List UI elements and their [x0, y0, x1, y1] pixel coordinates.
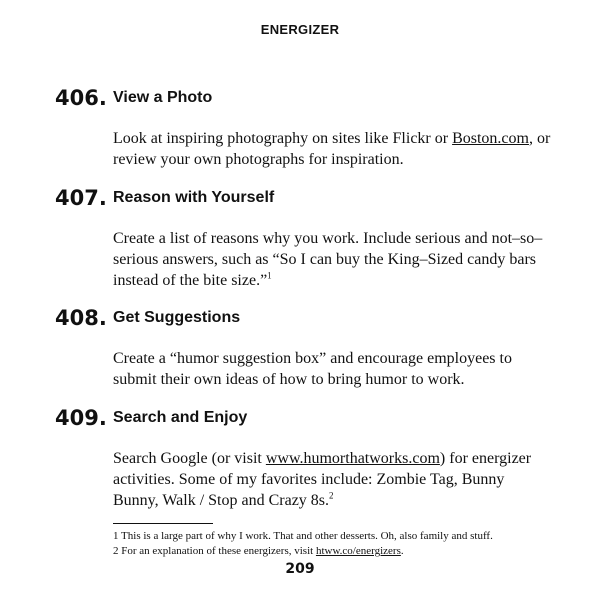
footnotes: [113, 529, 553, 559]
entry-body: Look at inspiring photography on sites like Flickr or Boston.com, or review your own photographs for inspiration.: [113, 130, 551, 168]
boston-link[interactable]: Boston.com: [452, 130, 529, 147]
entry-title: Get Suggestions: [113, 309, 241, 326]
humorthatworks-link[interactable]: www.humorthatworks.com: [265, 450, 440, 467]
entry-title: Search and Enjoy: [113, 409, 248, 426]
entry-number: 408.: [55, 306, 107, 330]
page-number: 209: [285, 561, 315, 577]
entry-number: 407.: [55, 186, 107, 210]
footnote-ref: 2: [329, 490, 334, 501]
entry-title: Reason with Yourself: [113, 189, 275, 206]
entry-body: Search Google (or visit www.humorthatworks.com) for energizer activities. Some of my favorites include: Zombie Tag, Bunny Bunny, Walk / Stop and Crazy 8s.$^2$: [113, 450, 532, 509]
entry-number: 409.: [55, 406, 107, 430]
entry-number: 406.: [55, 86, 107, 110]
footnote-2: 2 For an explanation of these energizers, visit htww.co/energizers.: [113, 545, 404, 557]
entry-title: View a Photo: [113, 89, 213, 106]
energizers-link[interactable]: htww.co/energizers: [315, 545, 401, 557]
footnote-1: 1 This is a large part of why I work. That and other desserts. Oh, also family and stuff.: [113, 530, 493, 542]
footnote-ref: 1: [267, 270, 272, 281]
footnote-divider: [113, 523, 213, 524]
entry-body: Create a list of reasons why you work. Include serious and not–so–serious answers, such as “So I can buy the King–Sized candy bars instead of the bite size.”$^1$: [113, 230, 543, 289]
running-header: ENERGIZER: [260, 22, 340, 37]
entry-body: Create a “humor suggestion box” and encourage employees to submit their own ideas of how to bring humor to work.: [113, 350, 512, 388]
